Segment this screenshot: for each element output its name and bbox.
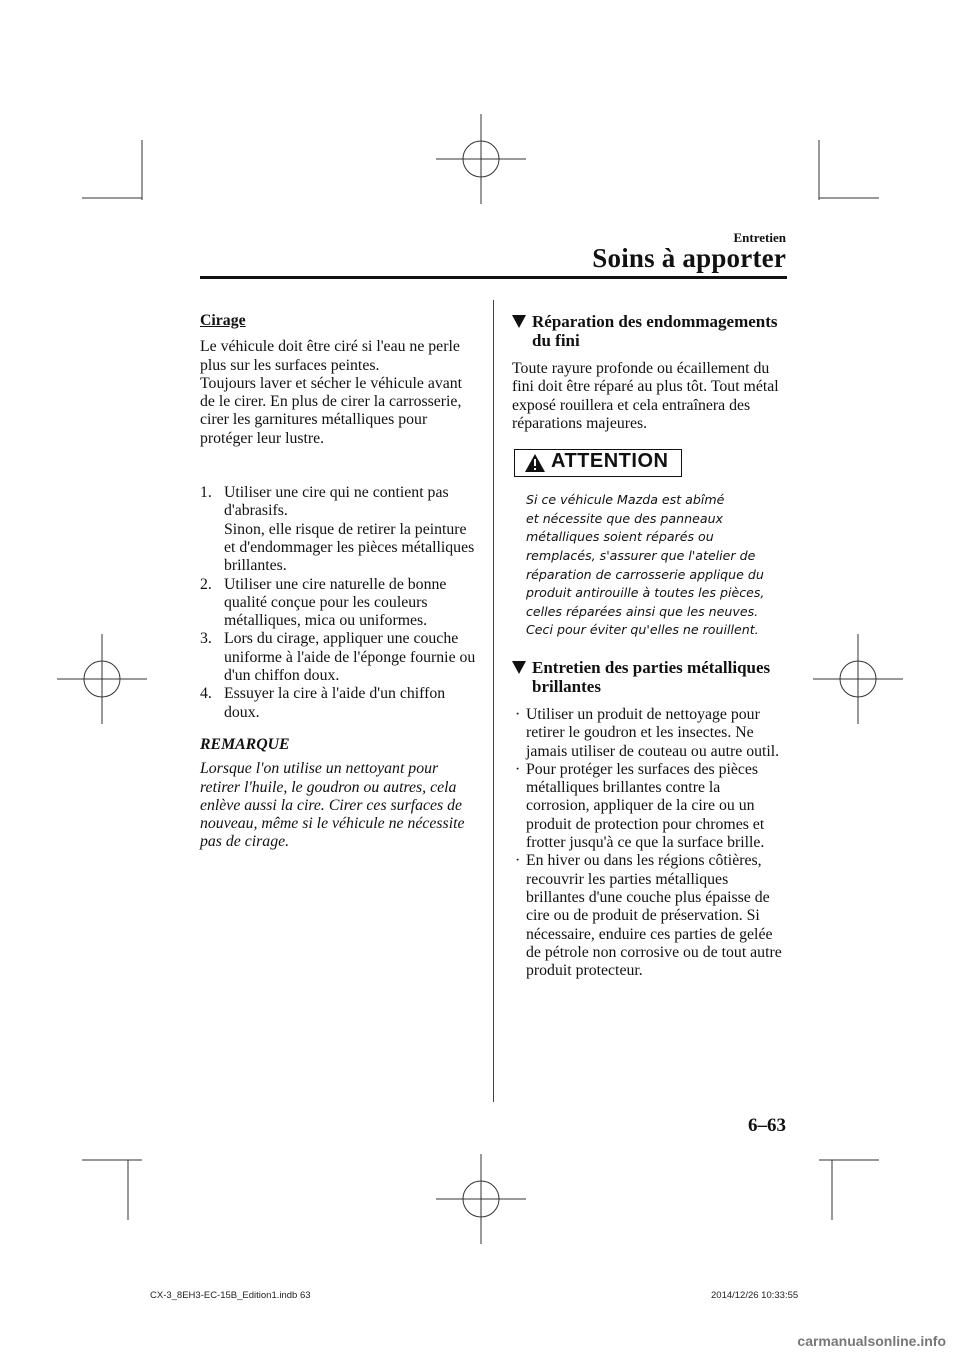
- text-line: qualité conçue pour les couleurs: [224, 593, 428, 611]
- header-rule: [200, 276, 787, 279]
- text-line: jamais utiliser de couteau ou autre outil.: [526, 742, 780, 760]
- text-line: En hiver ou dans les régions côtières,: [526, 852, 762, 870]
- text-line: doux.: [224, 703, 260, 721]
- step-number: 2.: [200, 575, 212, 593]
- text-line: exposé rouillera et cela entraînera des: [512, 396, 751, 414]
- text-line: frotter jusqu'à ce que la surface brille.: [526, 834, 765, 852]
- list-item: [512, 761, 787, 852]
- text-line: fini doit être réparé au plus tôt. Tout métal: [512, 378, 779, 396]
- text-line: retirer l'huile, le goudron ou autres, cela: [200, 778, 457, 796]
- text-line: brillantes d'une couche plus épaisse de: [526, 888, 770, 906]
- text-line: produit de protection pour chromes et: [526, 815, 765, 833]
- text-line: Ceci pour éviter qu'elles ne rouillent.: [526, 622, 759, 638]
- registration-mark-left: [57, 634, 147, 724]
- text-line: de le cirer. En plus de cirer la carrosserie,: [200, 393, 462, 411]
- text-line: protéger leur lustre.: [200, 429, 325, 447]
- text-line: brillantes.: [224, 557, 287, 575]
- steps-list: [200, 484, 480, 722]
- attention-text: [526, 491, 788, 640]
- column-divider: [493, 300, 494, 1102]
- footer-file-info: CX-3_8EH3-EC-15B_Edition1.indb 63: [150, 1290, 311, 1301]
- text-line: Utiliser un produit de nettoyage pour: [526, 705, 760, 723]
- page-number: 6–63: [748, 1115, 786, 1136]
- text-line: d'un chiffon doux.: [224, 667, 340, 685]
- right-column: [512, 312, 787, 980]
- text-line: uniforme à l'aide de l'éponge fournie ou: [224, 648, 476, 666]
- text-line: Utiliser une cire naturelle de bonne: [224, 575, 447, 593]
- text-line: Lorsque l'on utilise un nettoyant pour: [200, 760, 439, 778]
- text-line: réparations majeures.: [512, 414, 648, 432]
- text-line: cire ou de produit de préservation. Si: [526, 907, 760, 925]
- list-item: [200, 484, 480, 575]
- text-line: plus sur les surfaces peintes.: [200, 356, 380, 374]
- text-line: métalliques, mica ou uniformes.: [224, 612, 428, 630]
- text-line: remplacés, s'assurer que l'atelier de: [526, 547, 756, 563]
- step-number: 4.: [200, 685, 212, 703]
- warning-triangle-icon: [525, 454, 545, 472]
- step-number: 3.: [200, 630, 212, 648]
- text-line: et d'endommager les pièces métalliques: [224, 538, 475, 556]
- text-line: Sinon, elle risque de retirer la peinture: [224, 520, 467, 538]
- text-line: pas de cirage.: [200, 833, 290, 851]
- text-line: Pour protéger les surfaces des pièces: [526, 760, 759, 778]
- text-line: Toujours laver et sécher le véhicule avant: [200, 374, 463, 392]
- list-item: [512, 852, 787, 980]
- bullet-dot-icon: ·: [515, 705, 521, 723]
- text-line: nouveau, même si le véhicule ne nécessite: [200, 815, 465, 833]
- text-line: réparation de carrosserie applique du: [526, 566, 764, 582]
- heading-line: brillantes: [532, 676, 601, 696]
- text-line: métalliques brillantes contre la: [526, 779, 721, 797]
- text-line: Lors du cirage, appliquer une couche: [224, 630, 459, 648]
- text-line: celles réparées ainsi que les neuves.: [526, 603, 759, 619]
- section-heading-reparation: [512, 312, 787, 350]
- attention-label: ATTENTION: [551, 450, 669, 473]
- left-column: [200, 312, 480, 852]
- text-line: Le véhicule doit être ciré si l'eau ne perle: [200, 338, 460, 356]
- triangle-down-icon: [512, 315, 526, 328]
- text-line: retirer le goudron et les insectes. Ne: [526, 724, 754, 742]
- text-line: d'abrasifs.: [224, 502, 288, 520]
- list-item: [200, 630, 480, 685]
- intro-paragraph: [200, 338, 480, 448]
- registration-mark-top: [436, 114, 526, 204]
- list-item: [512, 706, 787, 761]
- text-line: Toute rayure profonde ou écaillement du: [512, 360, 770, 377]
- attention-banner: [514, 449, 682, 477]
- header-section: Entretien: [733, 230, 786, 245]
- page-title: Soins à apporter: [592, 243, 786, 273]
- text-line: nécessaire, enduire ces parties de gelée: [526, 925, 773, 943]
- heading-line: Réparation des endommagements: [532, 312, 778, 331]
- bullet-dot-icon: ·: [515, 760, 521, 778]
- text-line: corrosion, appliquer de la cire ou un: [526, 797, 755, 815]
- section-heading-cirage: Cirage: [200, 312, 246, 329]
- section-heading-entretien: [512, 658, 787, 696]
- triangle-down-icon: [512, 661, 526, 674]
- list-item: [200, 685, 480, 722]
- list-item: [200, 576, 480, 631]
- note-title: REMARQUE: [200, 735, 290, 753]
- bullet-dot-icon: ·: [515, 852, 521, 870]
- registration-mark-right: [813, 634, 903, 724]
- text-line: Essuyer la cire à l'aide d'un chiffon: [224, 685, 446, 703]
- text-line: Si ce véhicule Mazda est abîmé: [526, 492, 725, 508]
- footer-date-info: 2014/12/26 10:33:55: [711, 1290, 799, 1301]
- text-line: enlève aussi la cire. Cirer ces surfaces de: [200, 796, 463, 814]
- heading-line: Entretien des parties métalliques: [532, 657, 771, 677]
- text-line: produit antirouille à toutes les pièces,: [526, 585, 765, 601]
- text-line: et nécessite que des panneaux: [526, 510, 724, 526]
- text-line: cirer les garnitures métalliques pour: [200, 411, 428, 429]
- bullet-list: [512, 706, 787, 980]
- step-number: 1.: [200, 484, 212, 502]
- text-line: métalliques soient réparés ou: [526, 529, 714, 545]
- note-body: [200, 760, 480, 851]
- reparation-paragraph: [512, 360, 787, 433]
- text-line: produit protecteur.: [526, 962, 643, 980]
- watermark: carmanualsonline.info: [797, 1333, 946, 1349]
- heading-line: du fini: [532, 331, 580, 350]
- text-line: de pétrole non corrosive ou de tout autre: [526, 943, 782, 961]
- text-line: Utiliser une cire qui ne contient pas: [224, 484, 449, 502]
- registration-mark-bottom: [436, 1154, 526, 1244]
- text-line: recouvrir les parties métalliques: [526, 870, 729, 888]
